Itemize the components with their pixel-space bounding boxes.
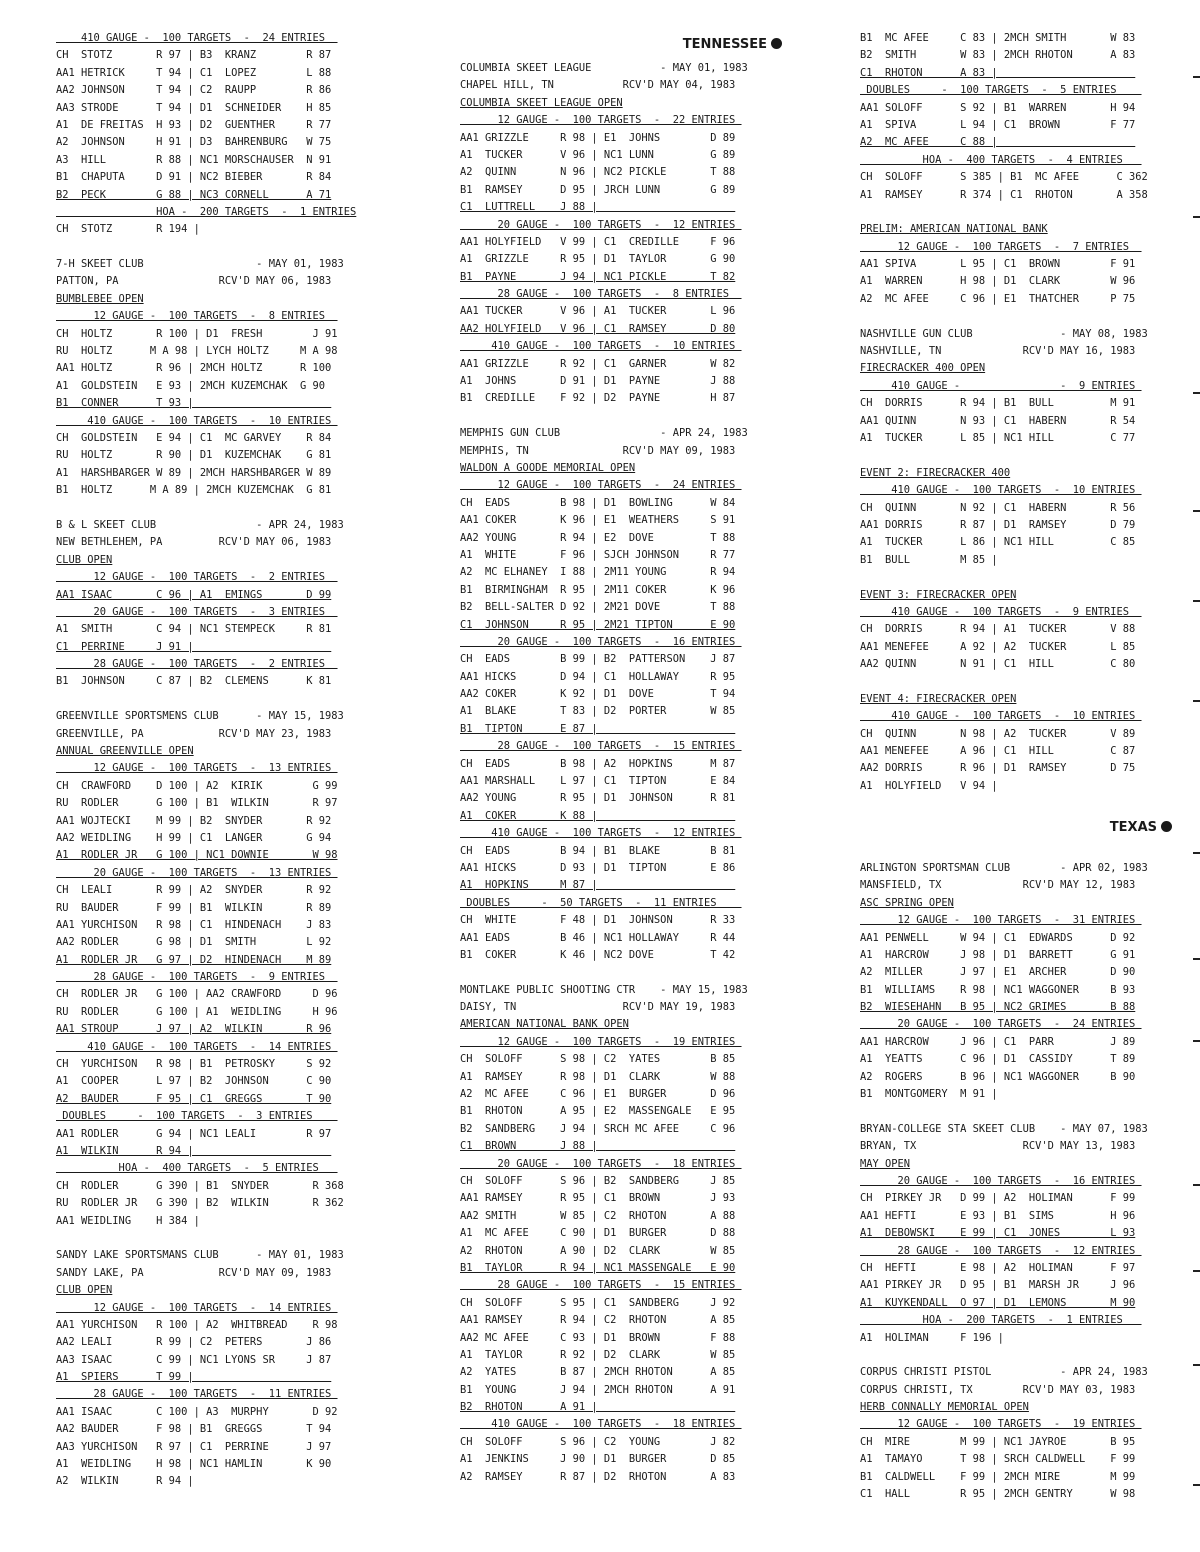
result-line: AA2 RODLER G 98 | D1 SMITH L 92 [56, 936, 332, 949]
result-line: C1 HALL R 95 | 2MCH GENTRY W 98 [860, 1488, 1136, 1501]
result-line-underlined: HOA - 400 TARGETS - 4 ENTRIES [860, 153, 1142, 166]
result-line: AA1 RAMSEY R 95 | C1 BROWN J 93 [460, 1192, 736, 1205]
event-title: MAY OPEN [860, 1157, 911, 1170]
result-line: AA2 SMITH W 85 | C2 RHOTON A 88 [460, 1209, 736, 1222]
edge-mark [1193, 1364, 1200, 1366]
result-line: B1 CREDILLE F 92 | D2 PAYNE H 87 [460, 392, 736, 405]
result-line: A1 RAMSEY R 98 | D1 CLARK W 88 [460, 1070, 736, 1083]
result-line: AA3 ISAAC C 99 | NC1 LYONS SR J 87 [56, 1353, 332, 1366]
result-line-underlined: HOA - 400 TARGETS - 5 ENTRIES [56, 1162, 338, 1175]
result-line-underlined: 12 GAUGE - 100 TARGETS - 13 ENTRIES [56, 762, 338, 775]
result-line-underlined: B1 TIPTON E 87 | [460, 722, 736, 735]
result-line: AA1 MARSHALL L 97 | C1 TIPTON E 84 [460, 775, 736, 788]
result-line-underlined: B1 TAYLOR R 94 | NC1 MASSENGALE E 90 [460, 1261, 736, 1274]
result-line: CH STOTZ R 97 | B3 KRANZ R 87 [56, 49, 332, 62]
event-title: CLUB OPEN [56, 1284, 113, 1297]
result-line: B1 JOHNSON C 87 | B2 CLEMENS K 81 [56, 675, 332, 688]
result-line: B1 BIRMINGHAM R 95 | 2M11 COKER K 96 [460, 583, 736, 596]
result-line: MANSFIELD, TX RCV'D MAY 12, 1983 [860, 879, 1136, 892]
event-title: ASC SPRING OPEN [860, 896, 954, 909]
result-line: CH GOLDSTEIN E 94 | C1 MC GARVEY R 84 [56, 431, 332, 444]
result-line: SANDY LAKE, PA RCV'D MAY 09, 1983 [56, 1266, 332, 1279]
spacer [860, 673, 1172, 690]
result-line: B & L SKEET CLUB - APR 24, 1983 [56, 518, 344, 531]
result-line-underlined: 410 GAUGE - 100 TARGETS - 10 ENTRIES [460, 340, 742, 353]
result-line: NASHVILLE, TN RCV'D MAY 16, 1983 [860, 345, 1136, 358]
result-line: AA1 YURCHISON R 98 | C1 HINDENACH J 83 [56, 918, 332, 931]
result-line: CHAPEL HILL, TN RCV'D MAY 04, 1983 [460, 79, 736, 92]
result-line: A2 RHOTON A 90 | D2 CLARK W 85 [460, 1244, 736, 1257]
result-line-underlined: 410 GAUGE - 100 TARGETS - 10 ENTRIES [860, 484, 1142, 497]
result-line: A1 SPIVA L 94 | C1 BROWN F 77 [860, 118, 1136, 131]
result-line: A1 TUCKER L 85 | NC1 HILL C 77 [860, 431, 1136, 444]
result-line: AA2 DORRIS R 96 | D1 RAMSEY D 75 [860, 762, 1136, 775]
edge-mark [1193, 700, 1200, 702]
spacer [56, 239, 381, 256]
result-line-underlined: 410 GAUGE - 100 TARGETS - 9 ENTRIES [860, 605, 1142, 618]
result-line-underlined: 410 GAUGE - - 9 ENTRIES [860, 379, 1142, 392]
result-line-underlined: 410 GAUGE - 100 TARGETS - 18 ENTRIES [460, 1418, 742, 1431]
result-line: A2 ROGERS B 96 | NC1 WAGGONER B 90 [860, 1070, 1136, 1083]
result-line-underlined: 12 GAUGE - 100 TARGETS - 2 ENTRIES [56, 571, 338, 584]
result-line-underlined: AA1 STROUP J 97 | A2 WILKIN R 96 [56, 1023, 332, 1036]
result-line-underlined: C1 LUTTRELL J 88 | [460, 201, 736, 214]
result-line-underlined: 410 GAUGE - 100 TARGETS - 12 ENTRIES [460, 827, 742, 840]
result-line: A1 JOHNS D 91 | D1 PAYNE J 88 [460, 375, 736, 388]
result-line: A1 HARCROW J 98 | D1 BARRETT G 91 [860, 948, 1136, 961]
result-line-underlined: AA1 ISAAC C 96 | A1 EMINGS D 99 [56, 588, 332, 601]
result-line: CH HOLTZ R 100 | D1 FRESH J 91 [56, 327, 338, 340]
result-line-underlined: DOUBLES - 50 TARGETS - 11 ENTRIES [460, 896, 742, 909]
edge-mark [1193, 1184, 1200, 1186]
result-line-underlined: B2 PECK G 88 | NC3 CORNELL A 71 [56, 188, 332, 201]
result-line: AA2 COKER K 92 | D1 DOVE T 94 [460, 688, 736, 701]
result-line-underlined: 12 GAUGE - 100 TARGETS - 8 ENTRIES [56, 310, 338, 323]
result-line-underlined: 20 GAUGE - 100 TARGETS - 16 ENTRIES [860, 1175, 1142, 1187]
result-line-underlined: HOA - 200 TARGETS - 1 ENTRIES [56, 205, 357, 218]
result-line: A1 WARREN H 98 | D1 CLARK W 96 [860, 275, 1136, 288]
result-line: BRYAN-COLLEGE STA SKEET CLUB - MAY 07, 1983 [860, 1122, 1148, 1135]
result-line: A1 MC AFEE C 90 | D1 BURGER D 88 [460, 1227, 736, 1240]
event-title: BUMBLEBEE OPEN [56, 292, 144, 305]
result-line: B2 SANDBERG J 94 | SRCH MC AFEE C 96 [460, 1122, 736, 1135]
result-line: PATTON, PA RCV'D MAY 06, 1983 [56, 275, 332, 288]
results-column-middle [460, 30, 782, 1486]
result-line: AA3 YURCHISON R 97 | C1 PERRINE J 97 [56, 1440, 332, 1453]
result-line-underlined: B1 CONNER T 93 | [56, 397, 332, 410]
result-line-underlined: 28 GAUGE - 100 TARGETS - 12 ENTRIES [860, 1244, 1142, 1257]
result-line: MEMPHIS, TN RCV'D MAY 09, 1983 [460, 444, 736, 457]
result-line: A2 QUINN N 96 | NC2 PICKLE T 88 [460, 166, 736, 179]
result-line: AA2 MC AFEE C 93 | D1 BROWN F 88 [460, 1331, 736, 1344]
result-line: AA1 HOLYFIELD V 99 | C1 CREDILLE F 96 [460, 235, 736, 248]
result-line: AA1 SPIVA L 95 | C1 BROWN F 91 [860, 258, 1136, 271]
result-line-underlined: A2 BAUDER F 95 | C1 GREGGS T 90 [56, 1092, 332, 1105]
result-line: CH QUINN N 98 | A2 TUCKER V 89 [860, 727, 1136, 740]
edge-mark [1193, 958, 1200, 960]
result-line: A1 JENKINS J 90 | D1 BURGER D 85 [460, 1453, 736, 1466]
result-line: AA1 GRIZZLE R 98 | E1 JOHNS D 89 [460, 131, 736, 144]
result-line-underlined: 20 GAUGE - 100 TARGETS - 13 ENTRIES [56, 866, 338, 879]
edge-mark [1193, 1040, 1200, 1042]
result-line: CH SOLOFF S 96 | B2 SANDBERG J 85 [460, 1175, 736, 1187]
result-line: CH SOLOFF S 96 | C2 YOUNG J 82 [460, 1435, 736, 1448]
result-line-underlined: DOUBLES - 100 TARGETS - 3 ENTRIES [56, 1110, 338, 1123]
result-line: AA1 COKER K 96 | E1 WEATHERS S 91 [460, 514, 736, 527]
result-line: AA1 MENEFEE A 96 | C1 HILL C 87 [860, 745, 1136, 758]
result-line-underlined: 12 GAUGE - 100 TARGETS - 19 ENTRIES [460, 1035, 742, 1048]
result-line: B1 BULL M 85 | [860, 553, 998, 566]
result-line: CH EADS B 94 | B1 BLAKE B 81 [460, 844, 736, 857]
spacer [860, 308, 1172, 325]
result-line: CH RODLER G 390 | B1 SNYDER R 368 [56, 1179, 344, 1192]
result-line: AA1 PENWELL W 94 | C1 EDWARDS D 92 [860, 931, 1136, 944]
result-line: CH LEALI R 99 | A2 SNYDER R 92 [56, 884, 332, 897]
result-line: A1 WHITE F 96 | SJCH JOHNSON R 77 [460, 548, 736, 561]
event-title: ANNUAL GREENVILLE OPEN [56, 745, 194, 758]
result-line: CH CRAWFORD D 100 | A2 KIRIK G 99 [56, 779, 338, 792]
result-line: AA1 WOJTECKI M 99 | B2 SNYDER R 92 [56, 814, 332, 827]
result-line-underlined: A1 SPIERS T 99 | [56, 1371, 332, 1384]
result-line: B2 SMITH W 83 | 2MCH RHOTON A 83 [860, 49, 1136, 62]
result-line: CH SOLOFF S 98 | C2 YATES B 85 [460, 1053, 736, 1066]
result-line: AA1 EADS B 46 | NC1 HOLLAWAY R 44 [460, 931, 736, 944]
result-line-underlined: 28 GAUGE - 100 TARGETS - 8 ENTRIES [460, 288, 742, 301]
spacer [860, 843, 1172, 860]
result-line-underlined: 20 GAUGE - 100 TARGETS - 16 ENTRIES [460, 635, 742, 648]
result-line: CH EADS B 98 | A2 HOPKINS M 87 [460, 757, 736, 770]
result-line: GREENVILLE, PA RCV'D MAY 23, 1983 [56, 727, 332, 740]
result-line: RU RODLER JR G 390 | B2 WILKIN R 362 [56, 1197, 344, 1210]
result-line-underlined: 12 GAUGE - 100 TARGETS - 7 ENTRIES [860, 240, 1142, 253]
result-line: CORPUS CHRISTI, TX RCV'D MAY 03, 1983 [860, 1383, 1136, 1396]
result-line: A2 RAMSEY R 87 | D2 RHOTON A 83 [460, 1470, 736, 1483]
result-line: AA1 GRIZZLE R 92 | C1 GARNER W 82 [460, 357, 736, 370]
result-line: A1 SMITH C 94 | NC1 STEMPECK R 81 [56, 623, 332, 636]
result-line: AA1 ISAAC C 100 | A3 MURPHY D 92 [56, 1405, 338, 1418]
state-name: TEXAS [1109, 819, 1157, 835]
spacer [56, 691, 381, 708]
spacer [56, 1230, 381, 1247]
result-line-underlined: C1 JOHNSON R 95 | 2M21 TIPTON E 90 [460, 618, 736, 631]
edge-mark [1193, 600, 1200, 602]
result-line: AA1 SOLOFF S 92 | B1 WARREN H 94 [860, 101, 1136, 114]
result-line: RU HOLTZ R 90 | D1 KUZEMCHAK G 81 [56, 449, 332, 462]
edge-mark [1193, 1484, 1200, 1486]
result-line: COLUMBIA SKEET LEAGUE - MAY 01, 1983 [460, 62, 748, 74]
result-line: AA2 LEALI R 99 | C2 PETERS J 86 [56, 1336, 332, 1349]
result-line: A1 HOLIMAN F 196 | [860, 1331, 1004, 1344]
result-line: AA1 HEFTI E 93 | B1 SIMS H 96 [860, 1209, 1136, 1222]
result-line: B1 RHOTON A 95 | E2 MASSENGALE E 95 [460, 1105, 736, 1118]
spacer [460, 408, 782, 425]
spacer [56, 500, 381, 517]
spacer [860, 204, 1172, 221]
result-line: A1 RAMSEY R 374 | C1 RHOTON A 358 [860, 188, 1148, 201]
result-line-underlined: B1 PAYNE J 94 | NC1 PICKLE T 82 [460, 270, 736, 283]
event-title: CLUB OPEN [56, 553, 113, 566]
result-line: A1 YEATTS C 96 | D1 CASSIDY T 89 [860, 1053, 1136, 1066]
spacer [860, 1347, 1172, 1364]
result-line: 7-H SKEET CLUB - MAY 01, 1983 [56, 258, 344, 271]
edge-mark [1193, 216, 1200, 218]
result-line: ARLINGTON SPORTSMAN CLUB - APR 02, 1983 [860, 861, 1148, 874]
result-line: AA1 TUCKER V 96 | A1 TUCKER L 96 [460, 305, 736, 318]
result-line-underlined: DOUBLES - 100 TARGETS - 5 ENTRIES [860, 84, 1142, 97]
event-title: AMERICAN NATIONAL BANK OPEN [460, 1018, 629, 1031]
event-title: PRELIM: AMERICAN NATIONAL BANK [860, 223, 1048, 236]
result-line-underlined: A1 HOPKINS M 87 | [460, 879, 736, 892]
edge-mark [1193, 76, 1200, 78]
result-line-underlined: B2 WIESEHAHN B 95 | NC2 GRIMES B 88 [860, 1001, 1136, 1014]
result-line: A1 TUCKER L 86 | NC1 HILL C 85 [860, 536, 1136, 549]
result-line: CH MIRE M 99 | NC1 JAYROE B 95 [860, 1435, 1136, 1448]
result-line: A1 TUCKER V 96 | NC1 LUNN G 89 [460, 148, 736, 161]
result-line: CH QUINN N 92 | C1 HABERN R 56 [860, 501, 1136, 514]
result-line: NASHVILLE GUN CLUB - MAY 08, 1983 [860, 327, 1148, 340]
spacer [860, 1103, 1172, 1120]
result-line: A2 YATES B 87 | 2MCH RHOTON A 85 [460, 1366, 736, 1379]
result-line: A1 HOLYFIELD V 94 | [860, 779, 998, 792]
result-line: RU HOLTZ M A 98 | LYCH HOLTZ M A 98 [56, 345, 338, 358]
result-line-underlined: C1 PERRINE J 91 | [56, 640, 332, 653]
result-line-underlined: 28 GAUGE - 100 TARGETS - 11 ENTRIES [56, 1388, 338, 1401]
result-line: AA1 WEIDLING H 384 | [56, 1214, 200, 1227]
results-column-right [860, 30, 1172, 1503]
result-line-underlined: A1 WILKIN R 94 | [56, 1145, 332, 1157]
event-title: COLUMBIA SKEET LEAGUE OPEN [460, 96, 623, 109]
result-line: CH SOLOFF S 95 | C1 SANDBERG J 92 [460, 1296, 736, 1309]
result-line: AA2 QUINN N 91 | C1 HILL C 80 [860, 658, 1136, 671]
result-line: A1 TAYLOR R 92 | D2 CLARK W 85 [460, 1348, 736, 1361]
edge-mark [1193, 510, 1200, 512]
result-line: RU BAUDER F 99 | B1 WILKIN R 89 [56, 901, 332, 914]
result-line: A1 HARSHBARGER W 89 | 2MCH HARSHBARGER W 89 [56, 466, 332, 479]
result-line: AA1 HOLTZ R 96 | 2MCH HOLTZ R 100 [56, 362, 332, 375]
spacer [860, 447, 1172, 464]
result-line-underlined: 20 GAUGE - 100 TARGETS - 12 ENTRIES [460, 218, 742, 231]
result-line: NEW BETHLEHEM, PA RCV'D MAY 06, 1983 [56, 536, 332, 549]
result-line: A2 MILLER J 97 | E1 ARCHER D 90 [860, 966, 1136, 979]
result-line: B1 MONTGOMERY M 91 | [860, 1088, 998, 1101]
event-title: EVENT 4: FIRECRACKER OPEN [860, 692, 1017, 705]
result-line: CH EADS B 99 | B2 PATTERSON J 87 [460, 653, 736, 666]
event-title: HERB CONNALLY MEMORIAL OPEN [860, 1401, 1029, 1414]
result-line: A1 WEIDLING H 98 | NC1 HAMLIN K 90 [56, 1458, 332, 1471]
state-heading [860, 813, 1172, 843]
result-line: AA1 HETRICK T 94 | C1 LOPEZ L 88 [56, 66, 332, 79]
result-line: AA1 HICKS D 94 | C1 HOLLAWAY R 95 [460, 670, 736, 683]
result-line-underlined: A1 RODLER JR G 100 | NC1 DOWNIE W 98 [56, 849, 338, 862]
result-line: AA1 QUINN N 93 | C1 HABERN R 54 [860, 414, 1136, 427]
result-line-underlined: B2 RHOTON A 91 | [460, 1401, 736, 1414]
result-line-underlined: A1 KUYKENDALL O 97 | D1 LEMONS M 90 [860, 1296, 1136, 1309]
result-line: CH WHITE F 48 | D1 JOHNSON R 33 [460, 914, 736, 927]
result-line: A3 HILL R 88 | NC1 MORSCHAUSER N 91 [56, 153, 332, 166]
result-line: CH SOLOFF S 385 | B1 MC AFEE C 362 [860, 171, 1148, 184]
result-line: A1 GOLDSTEIN E 93 | 2MCH KUZEMCHAK G 90 [56, 379, 325, 392]
result-line: SANDY LAKE SPORTSMANS CLUB - MAY 01, 1983 [56, 1249, 344, 1262]
result-line: B1 RAMSEY D 95 | JRCH LUNN G 89 [460, 183, 736, 196]
result-line-underlined: 12 GAUGE - 100 TARGETS - 19 ENTRIES [860, 1418, 1142, 1431]
result-line: B1 MC AFEE C 83 | 2MCH SMITH W 83 [860, 32, 1136, 44]
result-line: CH DORRIS R 94 | B1 BULL M 91 [860, 397, 1136, 410]
event-title: WALDON A GOODE MEMORIAL OPEN [460, 461, 636, 474]
result-line: RU RODLER G 100 | A1 WEIDLING H 96 [56, 1005, 338, 1018]
result-line: B2 BELL-SALTER D 92 | 2M21 DOVE T 88 [460, 601, 736, 614]
result-line: B1 WILLIAMS R 98 | NC1 WAGGONER B 93 [860, 983, 1136, 996]
result-line: CH DORRIS R 94 | A1 TUCKER V 88 [860, 623, 1136, 636]
result-line: AA1 RAMSEY R 94 | C2 RHOTON A 85 [460, 1314, 736, 1327]
result-line-underlined: HOA - 200 TARGETS - 1 ENTRIES [860, 1314, 1142, 1327]
spacer [860, 569, 1172, 586]
result-line-underlined: A1 COKER K 88 | [460, 809, 736, 822]
event-title: EVENT 3: FIRECRACKER OPEN [860, 588, 1017, 601]
result-line-underlined: 410 GAUGE - 100 TARGETS - 10 ENTRIES [56, 414, 338, 427]
spacer [460, 964, 782, 981]
result-line: CH YURCHISON R 98 | B1 PETROSKY S 92 [56, 1058, 332, 1071]
result-line: B1 YOUNG J 94 | 2MCH RHOTON A 91 [460, 1383, 736, 1396]
result-line-underlined: 28 GAUGE - 100 TARGETS - 2 ENTRIES [56, 658, 338, 671]
result-line: GREENVILLE SPORTSMENS CLUB - MAY 15, 1983 [56, 710, 344, 723]
result-line-underlined: 12 GAUGE - 100 TARGETS - 31 ENTRIES [860, 914, 1142, 927]
result-line-underlined: 410 GAUGE - 100 TARGETS - 10 ENTRIES [860, 710, 1142, 723]
result-line: CH STOTZ R 194 | [56, 223, 200, 236]
result-line: A2 JOHNSON H 91 | D3 BAHRENBURG W 75 [56, 136, 332, 149]
result-line: RU RODLER G 100 | B1 WILKIN R 97 [56, 797, 338, 810]
result-line: MONTLAKE PUBLIC SHOOTING CTR - MAY 15, 1983 [460, 983, 748, 996]
result-line: A2 MC ELHANEY I 88 | 2M11 YOUNG R 94 [460, 566, 736, 579]
result-line: AA1 YURCHISON R 100 | A2 WHITBREAD R 98 [56, 1318, 338, 1331]
result-line-underlined: A2 MC AFEE C 88 | [860, 136, 1136, 149]
result-line-underlined: 28 GAUGE - 100 TARGETS - 15 ENTRIES [460, 1279, 742, 1292]
results-column-left [56, 30, 381, 1491]
spacer [860, 795, 1172, 812]
result-line: B1 CALDWELL F 99 | 2MCH MIRE M 99 [860, 1470, 1136, 1483]
result-line: B1 COKER K 46 | NC2 DOVE T 42 [460, 948, 736, 961]
result-line-underlined: 28 GAUGE - 100 TARGETS - 9 ENTRIES [56, 971, 338, 984]
result-line: A1 COOPER L 97 | B2 JOHNSON C 90 [56, 1075, 332, 1088]
result-line: CH EADS B 98 | D1 BOWLING W 84 [460, 496, 736, 509]
result-line-underlined: 20 GAUGE - 100 TARGETS - 24 ENTRIES [860, 1018, 1142, 1031]
event-title: FIRECRACKER 400 OPEN [860, 362, 986, 375]
result-line-underlined: C1 RHOTON A 83 | [860, 66, 1136, 79]
edge-mark [1193, 852, 1200, 854]
result-line: AA1 PIRKEY JR D 95 | B1 MARSH JR J 96 [860, 1279, 1136, 1292]
result-line-underlined: AA2 HOLYFIELD V 96 | C1 RAMSEY D 80 [460, 322, 736, 335]
result-line-underlined: A1 DEBOWSKI E 99 | C1 JONES L 93 [860, 1227, 1136, 1240]
result-line: A1 BLAKE T 83 | D2 PORTER W 85 [460, 705, 736, 718]
result-line: AA2 JOHNSON T 94 | C2 RAUPP R 86 [56, 84, 332, 97]
result-line: AA3 STRODE T 94 | D1 SCHNEIDER H 85 [56, 101, 332, 114]
result-line: AA2 YOUNG R 94 | E2 DOVE T 88 [460, 531, 736, 544]
result-line-underlined: 20 GAUGE - 100 TARGETS - 3 ENTRIES [56, 605, 338, 618]
result-line-underlined: 28 GAUGE - 100 TARGETS - 15 ENTRIES [460, 740, 742, 753]
result-line: BRYAN, TX RCV'D MAY 13, 1983 [860, 1140, 1136, 1153]
result-line: AA1 DORRIS R 87 | D1 RAMSEY D 79 [860, 518, 1136, 531]
result-line: AA2 BAUDER F 98 | B1 GREGGS T 94 [56, 1423, 332, 1436]
result-line-underlined: 12 GAUGE - 100 TARGETS - 14 ENTRIES [56, 1301, 338, 1314]
result-line: AA2 WEIDLING H 99 | C1 LANGER G 94 [56, 831, 332, 844]
result-line-underlined: C1 BROWN J 88 | [460, 1140, 736, 1153]
result-line-underlined: 410 GAUGE - 100 TARGETS - 24 ENTRIES [56, 32, 338, 44]
result-line: A1 GRIZZLE R 95 | D1 TAYLOR G 90 [460, 253, 736, 266]
edge-mark [1193, 392, 1200, 394]
result-line: A2 MC AFEE C 96 | E1 THATCHER P 75 [860, 292, 1136, 305]
bullet-icon [771, 38, 782, 49]
result-line: AA2 YOUNG R 95 | D1 JOHNSON R 81 [460, 792, 736, 805]
state-heading [460, 30, 782, 60]
edge-mark [1193, 1270, 1200, 1272]
result-line: CORPUS CHRISTI PISTOL - APR 24, 1983 [860, 1366, 1148, 1379]
event-title: EVENT 2: FIRECRACKER 400 [860, 466, 1011, 479]
result-line: CH PIRKEY JR D 99 | A2 HOLIMAN F 99 [860, 1192, 1136, 1205]
result-line-underlined: 12 GAUGE - 100 TARGETS - 22 ENTRIES [460, 114, 742, 127]
result-line: CH RODLER JR G 100 | AA2 CRAWFORD D 96 [56, 988, 338, 1001]
result-line: AA1 HARCROW J 96 | C1 PARR J 89 [860, 1035, 1136, 1048]
result-line: AA1 MENEFEE A 92 | A2 TUCKER L 85 [860, 640, 1136, 653]
result-line-underlined: A1 RODLER JR G 97 | D2 HINDENACH M 89 [56, 953, 332, 966]
result-line: B1 CHAPUTA D 91 | NC2 BIEBER R 84 [56, 171, 332, 184]
bullet-icon [1161, 821, 1172, 832]
result-line-underlined: 410 GAUGE - 100 TARGETS - 14 ENTRIES [56, 1040, 338, 1053]
result-line: AA1 RODLER G 94 | NC1 LEALI R 97 [56, 1127, 332, 1140]
result-line: B1 HOLTZ M A 89 | 2MCH KUZEMCHAK G 81 [56, 484, 332, 497]
result-line: CH HEFTI E 98 | A2 HOLIMAN F 97 [860, 1261, 1136, 1274]
result-line: AA1 HICKS D 93 | D1 TIPTON E 86 [460, 861, 736, 874]
result-line: DAISY, TN RCV'D MAY 19, 1983 [460, 1001, 736, 1014]
result-line: A2 MC AFEE C 96 | E1 BURGER D 96 [460, 1088, 736, 1101]
result-line: A1 TAMAYO T 98 | SRCH CALDWELL F 99 [860, 1453, 1136, 1466]
state-name: TENNESSEE [682, 37, 767, 52]
result-line-underlined: 20 GAUGE - 100 TARGETS - 18 ENTRIES [460, 1157, 742, 1170]
result-line: MEMPHIS GUN CLUB - APR 24, 1983 [460, 427, 748, 440]
result-line: A1 DE FREITAS H 93 | D2 GUENTHER R 77 [56, 118, 332, 131]
result-line: A2 WILKIN R 94 | [56, 1475, 194, 1488]
result-line-underlined: 12 GAUGE - 100 TARGETS - 24 ENTRIES [460, 479, 742, 492]
